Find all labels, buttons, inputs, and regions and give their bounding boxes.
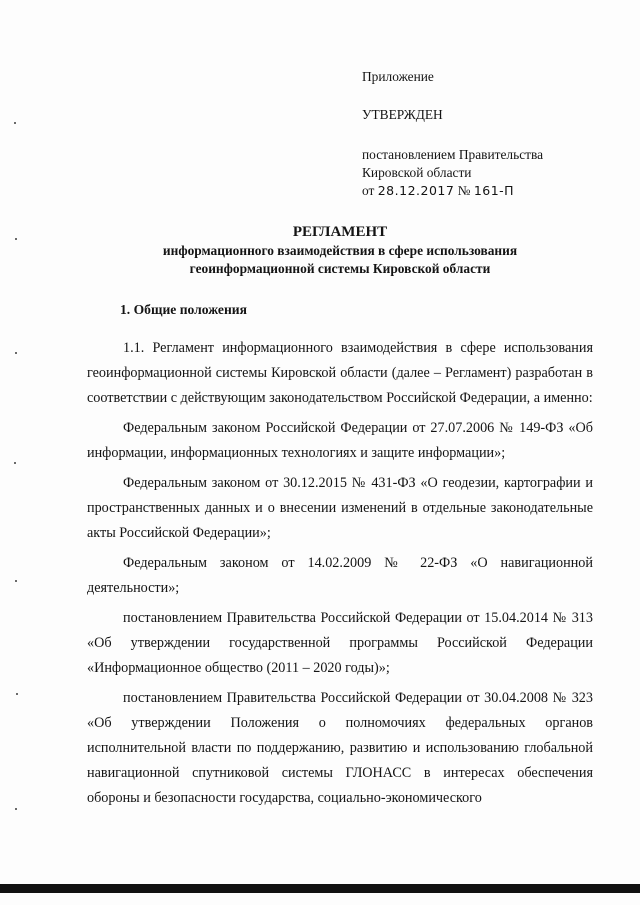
handwritten-date: 28.12.2017: [377, 183, 455, 198]
date-prefix: от: [362, 183, 375, 198]
section-heading: 1. Общие положения: [120, 302, 247, 317]
scan-speck: [16, 693, 18, 695]
scan-speck: [15, 580, 17, 582]
document-body: [87, 336, 593, 816]
document-subtitle-line-2: геоинформационной системы Кировской области: [189, 260, 491, 276]
appendix-label: Приложение: [362, 69, 434, 84]
paragraph: постановлением Правительства Российской Федерации от 15.04.2014 № 313 «Об утверждении государственной программы Российской Федерации «Информационное общество (2011 – 2020 годы)»;: [87, 610, 593, 676]
approval-block: [362, 68, 632, 200]
handwritten-number: 161-П: [473, 183, 515, 198]
document-title: РЕГЛАМЕНТ: [292, 224, 388, 240]
scan-speck: [15, 352, 17, 354]
scan-speck: [14, 462, 16, 464]
approved-label: УТВЕРЖДЕН: [362, 107, 443, 122]
decree-date-line: [362, 182, 632, 200]
paragraph: постановлением Правительства Российской Федерации от 30.04.2008 № 323 «Об утверждении Положения о полномочиях федеральных органов исполнительной власти по поддержанию, развитию и использованию глобальной навигационной спутниковой системы ГЛОНАСС в интересах обеспечения обороны и безопасности государства, социально-экономического: [87, 690, 593, 806]
document-title-block: [80, 222, 600, 277]
scan-edge-bar: [0, 884, 640, 893]
paragraph: Федеральным законом Российской Федерации от 27.07.2006 № 149-ФЗ «Об информации, информационных технологиях и защите информации»;: [87, 420, 593, 461]
decree-line-2: Кировской области: [362, 165, 472, 180]
number-sign: №: [457, 183, 471, 198]
scan-speck: [15, 238, 17, 240]
paragraph: Федеральным законом от 14.02.2009 № 22-ФЗ «О навигационной деятельности»;: [87, 555, 593, 596]
scan-speck: [15, 808, 17, 810]
scan-speck: [14, 122, 16, 124]
paragraph: 1.1. Регламент информационного взаимодействия в сфере использования геоинформационной системы Кировской области (далее – Регламент) разработан в соответствии с действующим законодательством Российской Федерации, а именно:: [87, 340, 593, 406]
paragraph: Федеральным законом от 30.12.2015 № 431-ФЗ «О геодезии, картографии и пространственных данных и о внесении изменений в отдельные законодательные акты Российской Федерации»;: [87, 475, 593, 541]
decree-line-1: постановлением Правительства: [362, 147, 544, 162]
document-subtitle-line-1: информационного взаимодействия в сфере использования: [162, 243, 518, 258]
